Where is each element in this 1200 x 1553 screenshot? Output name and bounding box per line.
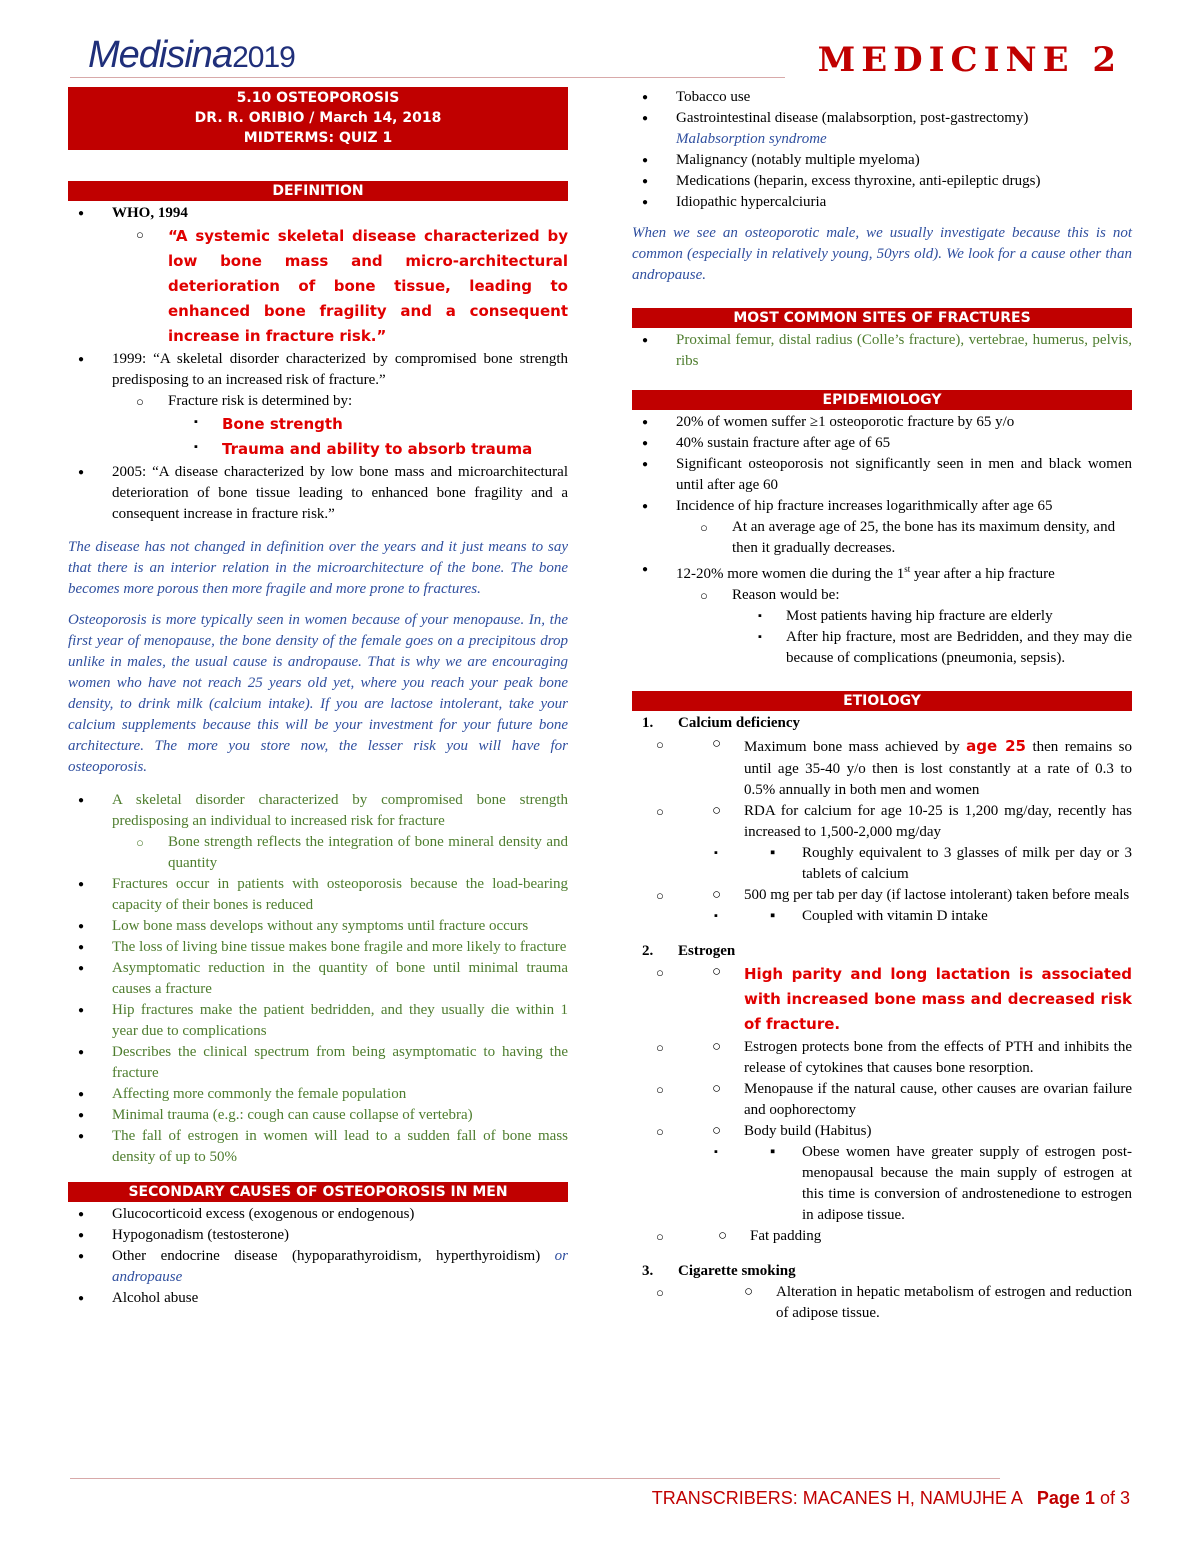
list-item: ○ Bone strength reflects the integration of bone mineral density and quantity	[112, 832, 568, 874]
definition-header: DEFINITION	[68, 181, 568, 201]
list-item: ○ ○ High parity and long lactation is associated with increased bone mass and decreased risk of fracture.	[632, 962, 1132, 1037]
list-item: ● Significant osteoporosis not significantly seen in men and black women until after age 60	[632, 454, 1132, 496]
list-item: ● Malignancy (notably multiple myeloma)	[632, 150, 1132, 171]
epidemiology-header: EPIDEMIOLOGY	[632, 390, 1132, 410]
list-item: ● WHO, 1994 ○ “A systemic skeletal disease characterized by low bone mass and micro-architectural deterioration of bone tissue, leading to enhanced bone fragility and a consequent increase in fracture risk.”	[68, 203, 568, 349]
list-item: ● 12-20% more women die during the 1st year after a hip fracture ○ Reason would be: ▪ Most patients having hip fracture are elderly ▪ After hip fracture, most are Bedridden, and they may die because of complications (pneumonia, sepsis).	[632, 559, 1132, 669]
of-label: of	[1099, 1488, 1115, 1508]
list-item: ● A skeletal disorder characterized by compromised bone strength predisposing an individual to increased risk for fracture ○ Bone strength reflects the integration of bone mineral density and quantity	[68, 790, 568, 874]
epidemiology-list	[632, 412, 1132, 669]
left-column	[68, 87, 568, 1309]
transcribers: TRANSCRIBERS: MACANES H, NAMUJHE A	[651, 1488, 1022, 1508]
secondary-causes-header: SECONDARY CAUSES OF OSTEOPOROSIS IN MEN	[68, 1182, 568, 1202]
list-item: ○ Reason would be: ▪ Most patients having hip fracture are elderly ▪ After hip fracture, most are Bedridden, and they may die because of complications (pneumonia, sepsis).	[676, 585, 1132, 669]
lecture-exam: MIDTERMS: QUIZ 1	[243, 130, 393, 146]
list-item: ● The loss of living bine tissue makes bone fragile and more likely to fracture	[68, 937, 568, 958]
footer	[652, 1488, 1130, 1509]
page-label: Page	[1036, 1488, 1080, 1508]
etiology-list	[632, 713, 1132, 1324]
list-item: ○ ○ Menopause if the natural cause, other causes are ovarian failure and oophorectomy	[632, 1079, 1132, 1121]
medisina-logo: Medisina2019	[88, 34, 295, 76]
definition-summary-list	[68, 790, 568, 1168]
list-item: ● Minimal trauma (e.g.: cough can cause collapse of vertebra)	[68, 1105, 568, 1126]
list-item: ● Hip fractures make the patient bedridden, and they usually die within 1 year due to complications	[68, 1000, 568, 1042]
definition-list	[68, 203, 568, 525]
list-item: ● Medications (heparin, excess thyroxine, anti-epileptic drugs)	[632, 171, 1132, 192]
etiology-header: ETIOLOGY	[632, 691, 1132, 711]
list-item: ○ ○ Estrogen protects bone from the effects of PTH and inhibits the release of cytokines that causes bone resorption.	[632, 1037, 1132, 1079]
list-item: ○ At an average age of 25, the bone has its maximum density, and then it gradually decreases.	[676, 517, 1132, 559]
list-item: 3. Cigarette smoking ○ ○ Alteration in hepatic metabolism of estrogen and reduction of adipose tissue.	[632, 1261, 1132, 1324]
list-item: ● Fractures occur in patients with osteoporosis because the load-bearing capacity of their bones is reduced	[68, 874, 568, 916]
definition-note-1: The disease has not changed in definition over the years and it just means to say that there is an interior relation in the microarchitecture of the bone. The bone becomes more porous then more fragile and more prone to fractures.	[68, 539, 568, 597]
list-item: ▪ Trauma and ability to absorb trauma	[112, 437, 568, 462]
list-item: ● Affecting more commonly the female population	[68, 1084, 568, 1105]
list-item: 2. Estrogen ○ ○ High parity and long lactation is associated with increased bone mass and decreased risk of fracture. ○ ○ Estrogen protects bone from the effects of PTH and inhibits the release of cytokines that causes bone resorption. ○ ○ Menopause if the natural cause, other causes are ovarian failure and oophorectomy ○ ○ Body build (Habitus) ▪ ▪ Obese women have greater supply of estrogen post-menopausal because the main supply of estrogen at this time is conversion of androstenedione to estrogen in adipose tissue. ○ ○ Fat padding	[632, 941, 1132, 1247]
list-item: ● 2005: “A disease characterized by low bone mass and microarchitectural deterioration of bone tissue leading to enhanced bone fragility and a consequent increase in fracture risk.”	[68, 462, 568, 525]
list-item: ○ ○ Body build (Habitus) ▪ ▪ Obese women have greater supply of estrogen post-menopausal because the main supply of estrogen at this time is conversion of androstenedione to estrogen in adipose tissue.	[632, 1121, 1132, 1226]
fracture-sites-list	[632, 330, 1132, 372]
page-total: 3	[1119, 1488, 1130, 1508]
lecture-title-box	[68, 87, 568, 150]
list-item: ○ ○ Alteration in hepatic metabolism of estrogen and reduction of adipose tissue.	[632, 1282, 1132, 1324]
list-item: ○ ○ Maximum bone mass achieved by age 25 then remains so until age 35-40 y/o then is lost constantly at a rate of 0.3 to 0.5% annually in both men and women	[632, 734, 1132, 801]
list-item: ● Other endocrine disease (hypoparathyroidism, hyperthyroidism) or andropause	[68, 1246, 568, 1288]
list-item: ● The fall of estrogen in women will lead to a sudden fall of bone mass density of up to 50%	[68, 1126, 568, 1168]
list-item: ● Proximal femur, distal radius (Colle’s fracture), vertebrae, humerus, pelvis, ribs	[632, 330, 1132, 372]
list-item: ● 20% of women suffer ≥1 osteoporotic fracture by 65 y/o	[632, 412, 1132, 433]
list-item: ● Low bone mass develops without any symptoms until fracture occurs	[68, 916, 568, 937]
list-item: ▪ Bone strength	[112, 412, 568, 437]
list-item: ● 40% sustain fracture after age of 65	[632, 433, 1132, 454]
list-item: ▪ After hip fracture, most are Bedridden, and they may die because of complications (pneumonia, sepsis).	[676, 627, 1132, 669]
lecture-title: 5.10 OSTEOPOROSIS	[236, 90, 400, 106]
list-item: ○ ○ 500 mg per tab per day (if lactose intolerant) taken before meals ▪ ▪ Coupled with vitamin D intake	[632, 885, 1132, 927]
list-item: ▪ ▪ Obese women have greater supply of estrogen post-menopausal because the main supply of estrogen at this time is conversion of androstenedione to estrogen in adipose tissue.	[632, 1142, 1132, 1226]
list-item: ▪ ▪ Coupled with vitamin D intake	[632, 906, 1132, 927]
lecture-lecturer: DR. R. ORIBIO / March 14, 2018	[194, 110, 442, 126]
list-item: ○ ○ RDA for calcium for age 10-25 is 1,200 mg/day, recently has increased to 1,500-2,000 mg/day ▪ ▪ Roughly equivalent to 3 glasses of milk per day or 3 tablets of calcium	[632, 801, 1132, 885]
list-item: ● Gastrointestinal disease (malabsorption, post-gastrectomy) Malabsorption syndrome	[632, 108, 1132, 150]
list-item: ● Glucocorticoid excess (exogenous or endogenous)	[68, 1204, 568, 1225]
definition-note-2: Osteoporosis is more typically seen in women because of your menopause. In, the first year of menopause, the bone density of the female goes on a precipitous drop unlike in males, the usual cause is andropause. That is why we are encouraging women who have not reach 25 years old yet, where you reach your peak bone density, to drink milk (calcium intake). If you are lactose intolerant, take your calcium supplements because this will be your investment for your future bone architecture. The more you store now, the lesser risk you will have for osteoporosis.	[68, 612, 568, 775]
list-item: ● Incidence of hip fracture increases logarithmically after age 65 ○ At an average age of 25, the bone has its maximum density, and then it gradually decreases.	[632, 496, 1132, 559]
list-item: 1. Calcium deficiency ○ ○ Maximum bone mass achieved by age 25 then remains so until age 35-40 y/o then is lost constantly at a rate of 0.3 to 0.5% annually in both men and women ○ ○ RDA for calcium for age 10-25 is 1,200 mg/day, recently has increased to 1,500-2,000 mg/day ▪ ▪ Roughly equivalent to 3 glasses of milk per day or 3 tablets of calcium ○ ○ 500 mg per tab per day (if lactose intolerant) taken before meals ▪ ▪ Coupled with vitamin D intake	[632, 713, 1132, 927]
right-column	[632, 87, 1132, 1324]
list-item: ● Hypogonadism (testosterone)	[68, 1225, 568, 1246]
secondary-causes-note: When we see an osteoporotic male, we usually investigate because this is not common (especially in relatively young, 50yrs old). We look for a cause other than andropause.	[632, 225, 1132, 283]
list-item: ▪ ▪ Roughly equivalent to 3 glasses of milk per day or 3 tablets of calcium	[632, 843, 1132, 885]
fracture-sites-header: MOST COMMON SITES OF FRACTURES	[632, 308, 1132, 328]
list-item: ● Alcohol abuse	[68, 1288, 568, 1309]
page-number: 1	[1084, 1488, 1095, 1508]
secondary-causes-list-continued	[632, 87, 1132, 213]
list-item: ▪ Most patients having hip fracture are elderly	[676, 606, 1132, 627]
list-item: ○ Fracture risk is determined by: ▪ Bone strength ▪ Trauma and ability to absorb trauma	[112, 391, 568, 462]
list-item: ● Describes the clinical spectrum from being asymptomatic to having the fracture	[68, 1042, 568, 1084]
list-item: ● 1999: “A skeletal disorder characterized by compromised bone strength predisposing to an increased risk of fracture.” ○ Fracture risk is determined by: ▪ Bone strength ▪ Trauma and ability to absorb trauma	[68, 349, 568, 462]
course-title: MEDICINE 2	[817, 40, 1122, 80]
footer-divider	[70, 1478, 1000, 1479]
list-item: ○ “A systemic skeletal disease characterized by low bone mass and micro-architectural deterioration of bone tissue, leading to enhanced bone fragility and a consequent increase in fracture risk.”	[112, 224, 568, 349]
list-item: ○ ○ Fat padding	[632, 1226, 1132, 1247]
list-item: ● Asymptomatic reduction in the quantity of bone until minimal trauma causes a fracture	[68, 958, 568, 1000]
list-item: ● Tobacco use	[632, 87, 1132, 108]
secondary-causes-list	[68, 1204, 568, 1309]
list-item: ● Idiopathic hypercalciuria	[632, 192, 1132, 213]
header-divider	[70, 77, 785, 78]
